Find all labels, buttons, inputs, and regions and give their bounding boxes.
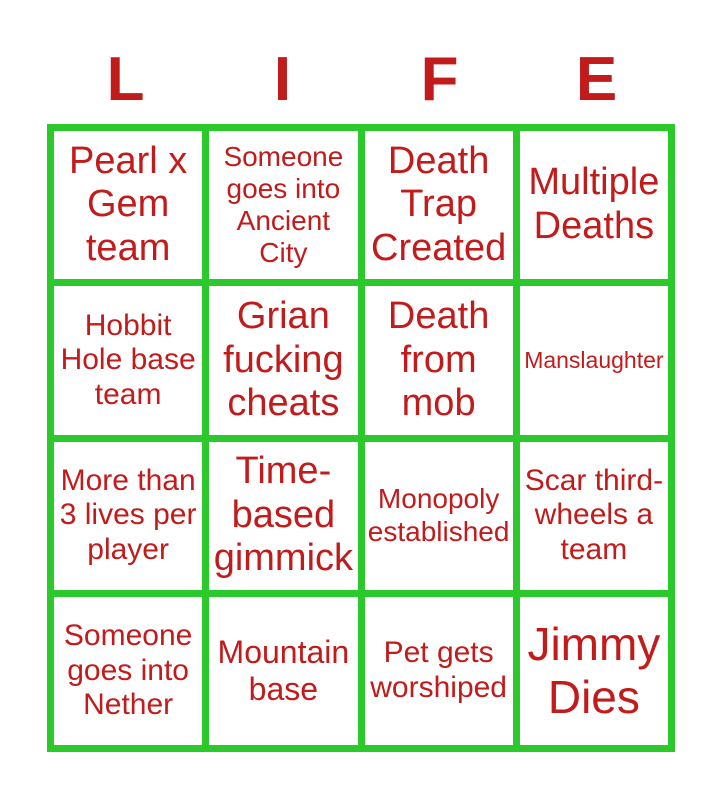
cell-text: Jimmy Dies <box>527 617 661 723</box>
cell-text: Manslaughter <box>524 347 664 374</box>
bingo-cell-r4-c4[interactable] <box>520 597 668 745</box>
title-letter-e: E <box>575 45 618 114</box>
bingo-cell-r1-c2[interactable] <box>209 131 357 279</box>
cell-text: More than 3 lives per player <box>59 463 197 566</box>
bingo-cell-r3-c2[interactable] <box>209 442 357 590</box>
bingo-cell-r4-c3[interactable] <box>365 597 513 745</box>
bingo-cell-r1-c4[interactable] <box>520 131 668 279</box>
cell-text: Death from mob <box>387 294 490 425</box>
cell-text: Mountain base <box>217 634 350 707</box>
title-letter-f: F <box>420 45 459 114</box>
title-letter-i: I <box>273 45 292 114</box>
title-letter-l: L <box>106 45 145 114</box>
bingo-grid <box>47 124 675 752</box>
cell-text: Grian fucking cheats <box>223 294 344 425</box>
bingo-cell-r1-c3[interactable] <box>365 131 513 279</box>
cell-text: Hobbit Hole base team <box>60 308 196 411</box>
cell-text: Someone goes into Ancient City <box>223 140 344 269</box>
bingo-cell-r2-c3[interactable] <box>365 286 513 434</box>
cell-text: Time-based gimmick <box>213 450 354 580</box>
bingo-cell-r4-c2[interactable] <box>209 597 357 745</box>
bingo-cell-r3-c4[interactable] <box>520 442 668 590</box>
cell-text: Pearl x Gem team <box>68 139 188 269</box>
bingo-cell-r3-c3[interactable] <box>365 442 513 590</box>
bingo-cell-r3-c1[interactable] <box>54 442 202 590</box>
bingo-cell-r2-c4[interactable] <box>520 286 668 434</box>
bingo-cell-r2-c2[interactable] <box>209 286 357 434</box>
cell-text: Death Trap Created <box>371 139 507 269</box>
cell-text: Scar third-wheels a team <box>524 463 664 566</box>
cell-text: Monopoly established <box>367 483 510 547</box>
cell-text: Multiple Deaths <box>528 161 660 248</box>
card-title <box>47 45 675 114</box>
cell-text: Someone goes into Nether <box>63 619 193 722</box>
bingo-cell-r1-c1[interactable] <box>54 131 202 279</box>
cell-text: Pet gets worshiped <box>370 636 507 704</box>
bingo-cell-r4-c1[interactable] <box>54 597 202 745</box>
bingo-cell-r2-c1[interactable] <box>54 286 202 434</box>
